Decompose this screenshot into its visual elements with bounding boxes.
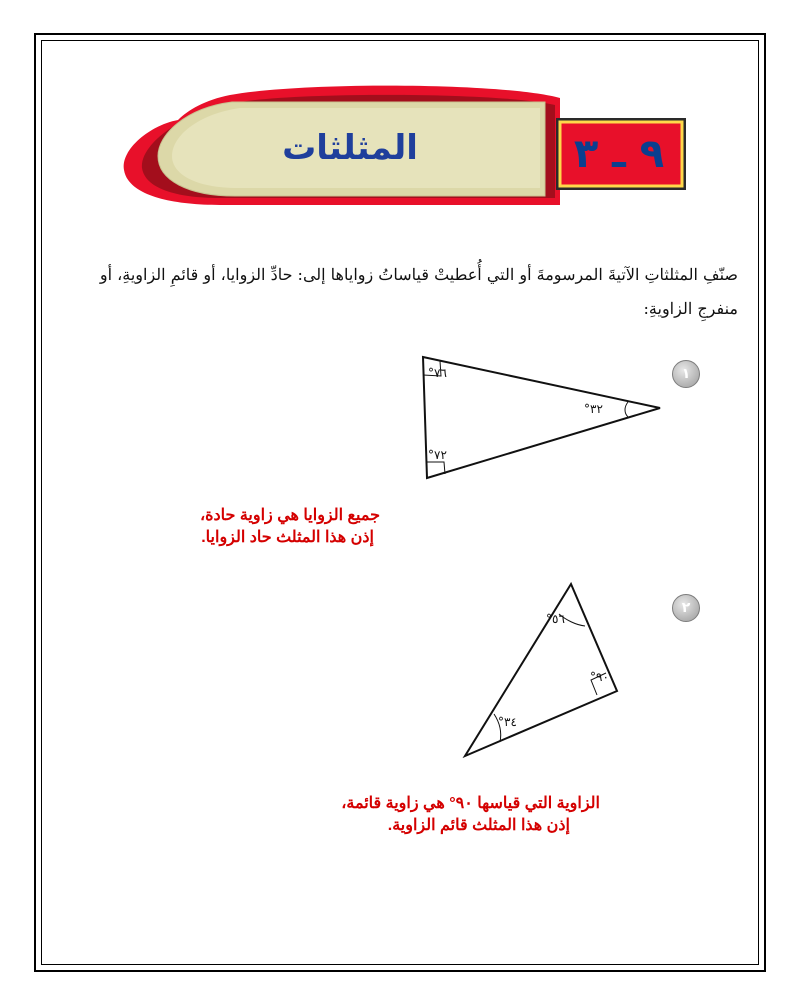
problem-2-answer-line-1: الزاوية التي قياسها ٩٠° هي زاوية قائمة،: [341, 795, 600, 812]
problem-2-answer-line-2: إذن هذا المثلث قائم الزاوية.: [387, 817, 570, 834]
problem-1-number: ١: [672, 360, 700, 388]
triangle-1: [423, 357, 660, 478]
triangle-1-angle-right-label: ٣٢°: [584, 402, 603, 416]
lesson-title: المثلثات: [282, 128, 418, 168]
problem-1-answer: [100, 505, 380, 549]
triangle-1-angle-top-label: ٧٦°: [428, 366, 447, 380]
problem-1-answer-line-2: إذن هذا المثلث حاد الزوايا.: [201, 529, 374, 546]
triangle-2-angle-left-label: ٣٤°: [498, 715, 517, 729]
triangle-1-angle-bottom-label: ٧٢°: [428, 448, 447, 462]
instruction-text: صنّفِ المثلثاتِ الآتيةَ المرسومةَ أو التي أُعطيتْ قياساتُ زواياها إلى: حادِّ الزوايا، أو قائمِ الزاويةِ، أو منفرجِ الزاويةِ:: [99, 265, 738, 318]
triangle-2-angle-top-label: ٥٦°: [546, 612, 565, 626]
triangle-1-angle-mark-right: [625, 402, 628, 417]
problem-1-answer-line-1: جميع الزوايا هي زاوية حادة،: [199, 507, 380, 524]
triangle-2-angle-right-label: ٩٠°: [590, 670, 609, 684]
problem-2-answer: [220, 793, 600, 837]
problem-2-number: ٢: [672, 594, 700, 622]
triangle-1-angle-mark-bottom: [427, 462, 445, 474]
lesson-number-badge: ٩ ـ ٣: [573, 131, 665, 177]
